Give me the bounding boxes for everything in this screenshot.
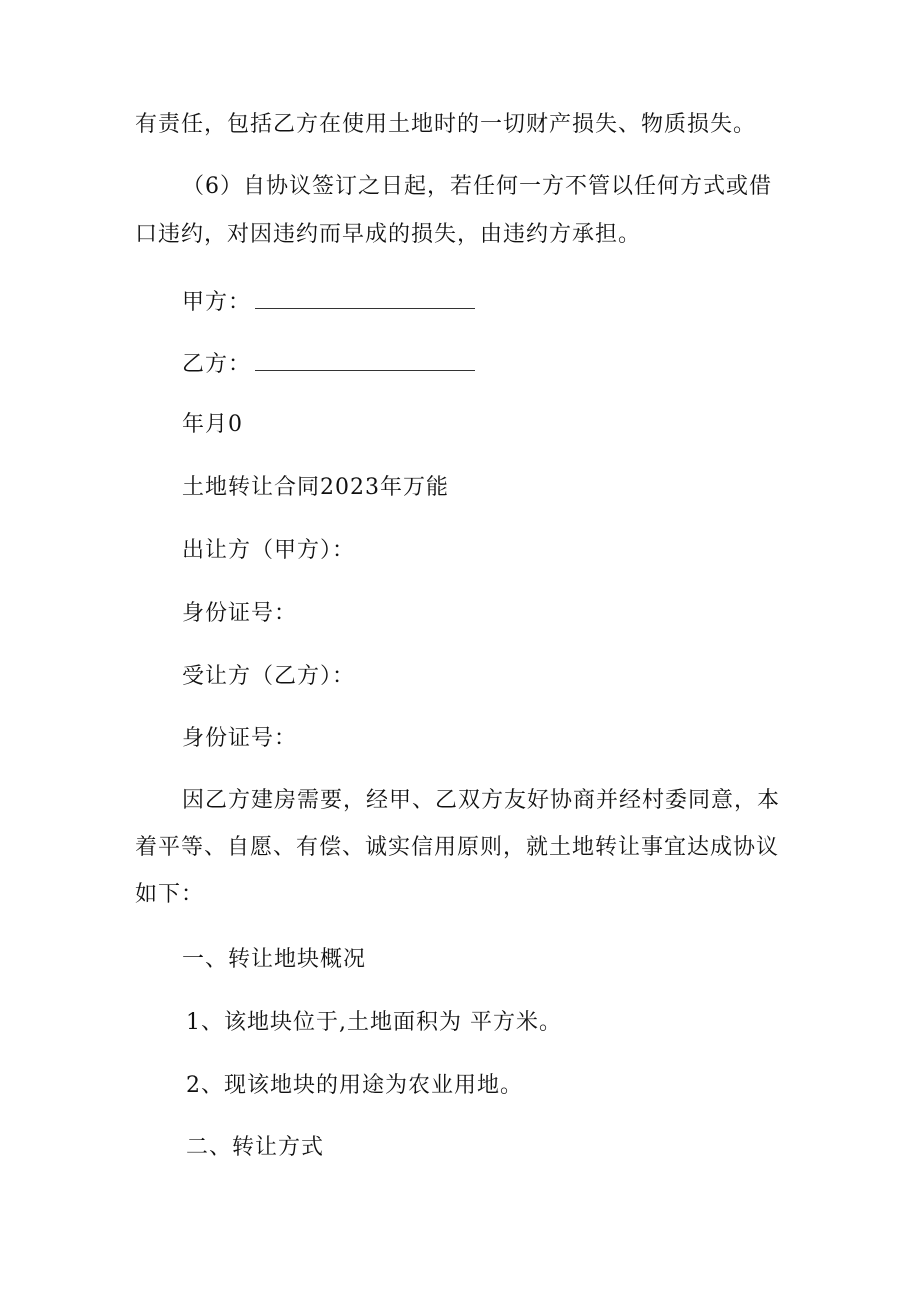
paragraph-line: （6）自协议签订之日起，若任何一方不管以任何方式或借 [182,174,772,199]
party-a-signature-blank [255,286,475,309]
section-heading: 一、转让地块概况 [182,947,367,972]
section-heading: 二、转让方式 [186,1135,325,1160]
party-a-label: 甲方： [182,290,252,315]
party-a-signature [182,286,475,318]
contract-title: 土地转让合同2023年万能 [182,475,449,500]
transferor-id-line: 身份证号： [182,601,298,626]
paragraph-line: 有责任，包括乙方在使用土地时的一切财产损失、物质损失。 [135,112,757,137]
party-b-label: 乙方： [182,352,252,377]
transferee-id-line: 身份证号： [182,726,298,751]
date-line: 年月0 [182,412,243,437]
list-item: 2、现该地块的用途为农业用地。 [186,1073,523,1098]
transferor-line: 出让方（甲方）： [182,538,356,563]
paragraph-line: 如下： [135,882,205,907]
party-b-signature [182,348,475,380]
transferee-line: 受让方（乙方）： [182,664,356,689]
list-item: 1、该地块位于,土地面积为 平方米。 [186,1010,562,1035]
paragraph-line: 着平等、自愿、有偿、诚实信用原则，就土地转让事宜达成协议 [135,835,780,860]
party-b-signature-blank [255,348,475,371]
paragraph-line: 因乙方建房需要，经甲、乙双方友好协商并经村委同意，本 [182,788,781,813]
paragraph-line: 口违约，对因违约而早成的损失，由违约方承担。 [135,222,642,247]
